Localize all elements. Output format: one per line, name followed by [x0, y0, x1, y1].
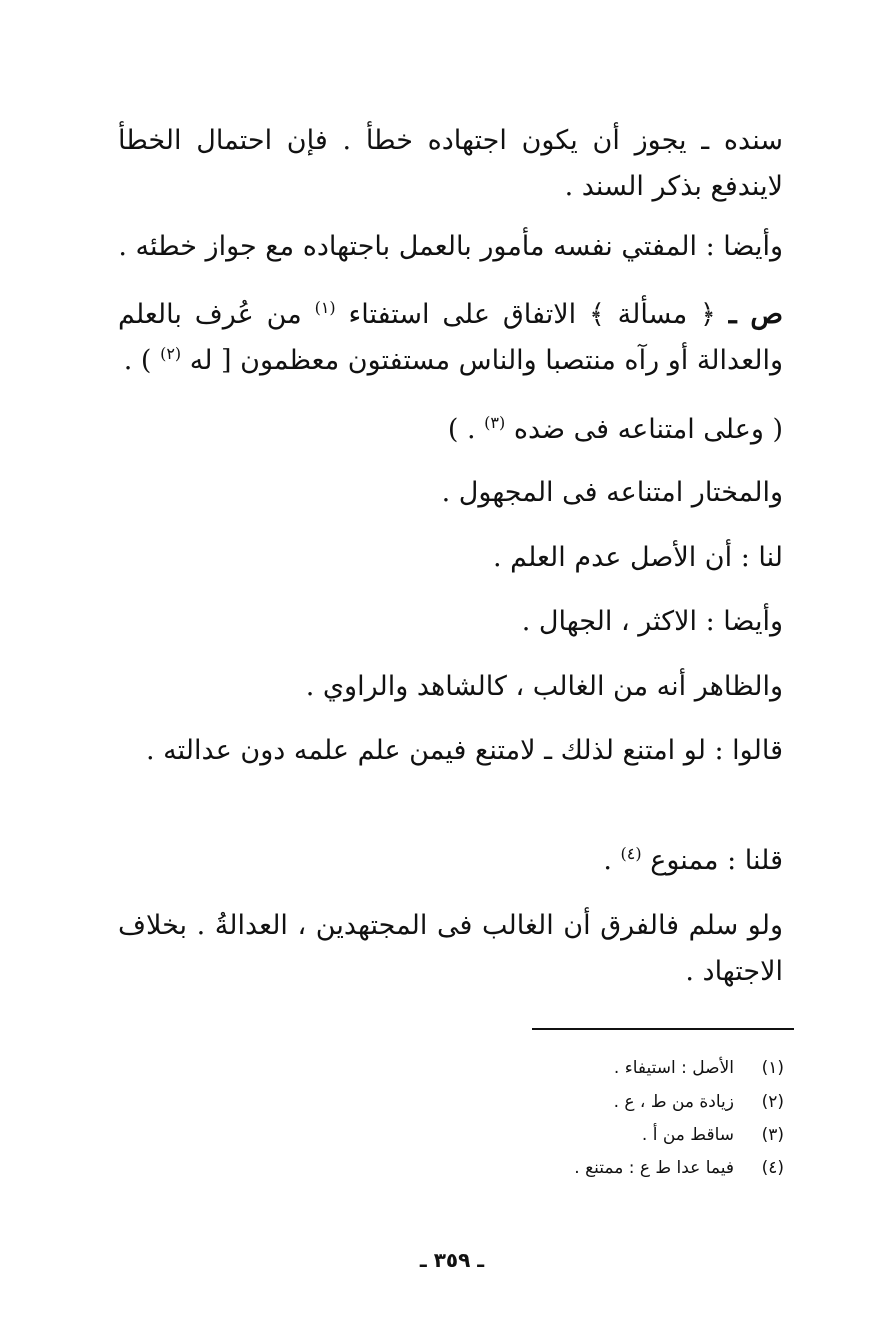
- paragraph-10: [118, 838, 783, 884]
- footnote-text: زيادة من ط ، ع .: [613, 1092, 734, 1112]
- paragraph-text: قلنا : ممنوع: [650, 845, 783, 876]
- footnote-number: (٣): [761, 1125, 784, 1145]
- paragraph-1: [118, 118, 783, 210]
- footnote-divider: [532, 1028, 794, 1030]
- footnote-ref-2: (٢): [160, 344, 182, 363]
- paragraph-text: وأيضا : الاكثر ، الجهال .: [521, 606, 783, 637]
- paragraph-text: ( وعلى امتناعه فى ضده: [513, 414, 783, 445]
- footnote-number: (١): [761, 1058, 784, 1078]
- paragraph-9: [118, 728, 783, 774]
- footnote-number: (٤): [761, 1158, 784, 1178]
- footnote-text: الأصل : استيفاء .: [613, 1058, 734, 1078]
- paragraph-3: [118, 292, 783, 384]
- paragraph-text: .: [603, 845, 612, 876]
- footnote-ref-1: (١): [314, 298, 336, 317]
- paragraph-text: لنا : أن الأصل عدم العلم .: [492, 542, 783, 573]
- paragraph-text: والمختار امتناعه فى المجهول .: [441, 477, 783, 508]
- paragraph-7: [118, 599, 783, 645]
- paragraph-text: ﴿ مسألة ﴾ الاتفاق على استفتاء: [348, 299, 716, 330]
- paragraph-text: قالوا : لو امتنع لذلك ـ لامتنع فيمن علم علمه دون عدالته .: [146, 735, 783, 766]
- paragraph-8: [118, 664, 783, 710]
- paragraph-4: [118, 407, 783, 453]
- paragraph-2: [118, 224, 783, 270]
- footnote-text: ساقط من أ .: [641, 1125, 734, 1145]
- paragraph-text: وأيضا : المفتي نفسه مأمور بالعمل باجتهاده مع جواز خطئه .: [118, 231, 783, 262]
- footnote-number: (٢): [761, 1092, 784, 1112]
- footnote-ref-4: (٤): [620, 844, 642, 863]
- paragraph-11: [118, 903, 783, 995]
- paragraph-text: ولو سلم فالفرق أن الغالب فى المجتهدين ، العدالةُ . بخلاف الاجتهاد .: [118, 910, 783, 987]
- footnote-ref-3: (٣): [484, 413, 506, 432]
- page-number: ـ ٣٥٩ ـ: [419, 1248, 485, 1272]
- paragraph-text: ) .: [123, 345, 152, 376]
- section-marker: ص ـ: [728, 299, 783, 330]
- paragraph-6: [118, 535, 783, 581]
- paragraph-text: من عُرف بالعلم والعدالة أو رآه منتصبا والناس مستفتون معظمون [ له: [118, 299, 783, 376]
- paragraph-text: والظاهر أنه من الغالب ، كالشاهد والراوي .: [305, 671, 783, 702]
- paragraph-5: [118, 470, 783, 516]
- paragraph-text: سنده ـ يجوز أن يكون اجتهاده خطأ . فإن احتمال الخطأ لايندفع بذكر السند .: [118, 125, 783, 202]
- footnote-text: فيما عدا ط ع : ممتنع .: [574, 1158, 734, 1178]
- paragraph-text: . ): [447, 414, 476, 445]
